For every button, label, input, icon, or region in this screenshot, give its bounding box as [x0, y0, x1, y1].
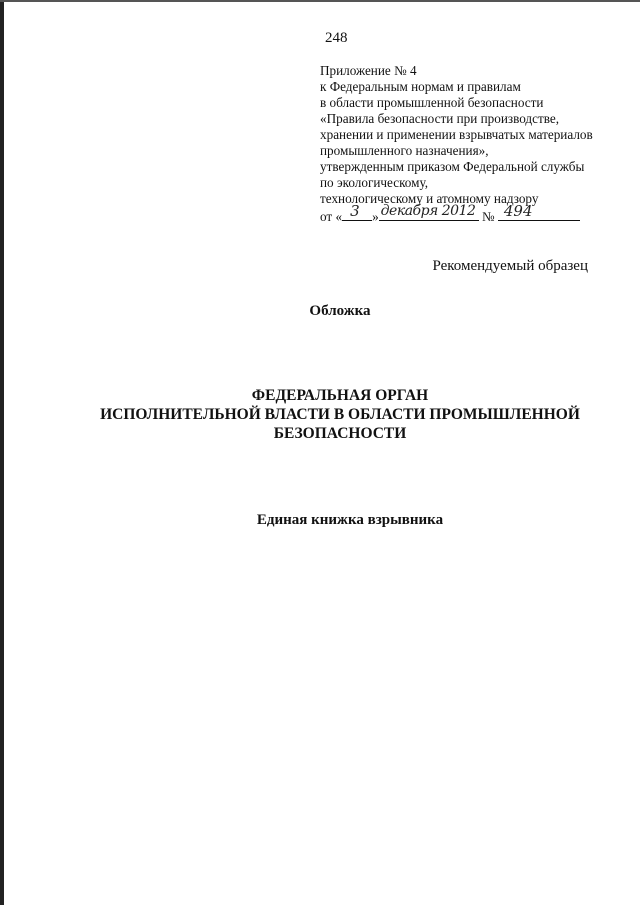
day-blank [342, 202, 372, 221]
organization-line: ФЕДЕРАЛЬНАЯ ОРГАН [251, 387, 429, 404]
scan-edge-left [0, 0, 4, 905]
number-label: № [481, 209, 495, 224]
handwritten-month: декабря 2012 [380, 203, 476, 219]
page-number: 248 [325, 30, 348, 46]
appendix-line: по экологическому, [320, 175, 429, 190]
organization-title [60, 386, 620, 443]
book-title: Единая книжка взрывника [256, 512, 444, 528]
scan-edge-top [0, 0, 640, 2]
number-blank [498, 202, 580, 221]
month-blank [379, 203, 479, 221]
appendix-line: хранении и применении взрывчатых материалов [320, 127, 593, 142]
appendix-line: утвержденным приказом Федеральной службы [320, 159, 585, 174]
handwritten-number: 494 [503, 202, 533, 220]
appendix-line: Приложение № 4 [320, 63, 417, 78]
appendix-line: к Федеральным нормам и правилам [320, 79, 521, 94]
appendix-line: «Правила безопасности при производстве, [320, 111, 560, 126]
organization-line: БЕЗОПАСНОСТИ [273, 425, 407, 442]
appendix-line: промышленного назначения», [320, 143, 489, 158]
approval-date-line [320, 202, 620, 225]
recommended-sample-label: Рекомендуемый образец [432, 258, 588, 274]
appendix-line: в области промышленной безопасности [320, 95, 544, 110]
quote-close: » [372, 209, 379, 224]
organization-line: ИСПОЛНИТЕЛЬНОЙ ВЛАСТИ В ОБЛАСТИ ПРОМЫШЛЕННОЙ [100, 406, 580, 423]
date-prefix: от « [320, 209, 343, 224]
cover-heading: Обложка [309, 303, 371, 319]
appendix-line: технологическому и атомному надзору [320, 191, 539, 206]
appendix-block [320, 63, 620, 225]
handwritten-day: 3 [350, 202, 360, 220]
